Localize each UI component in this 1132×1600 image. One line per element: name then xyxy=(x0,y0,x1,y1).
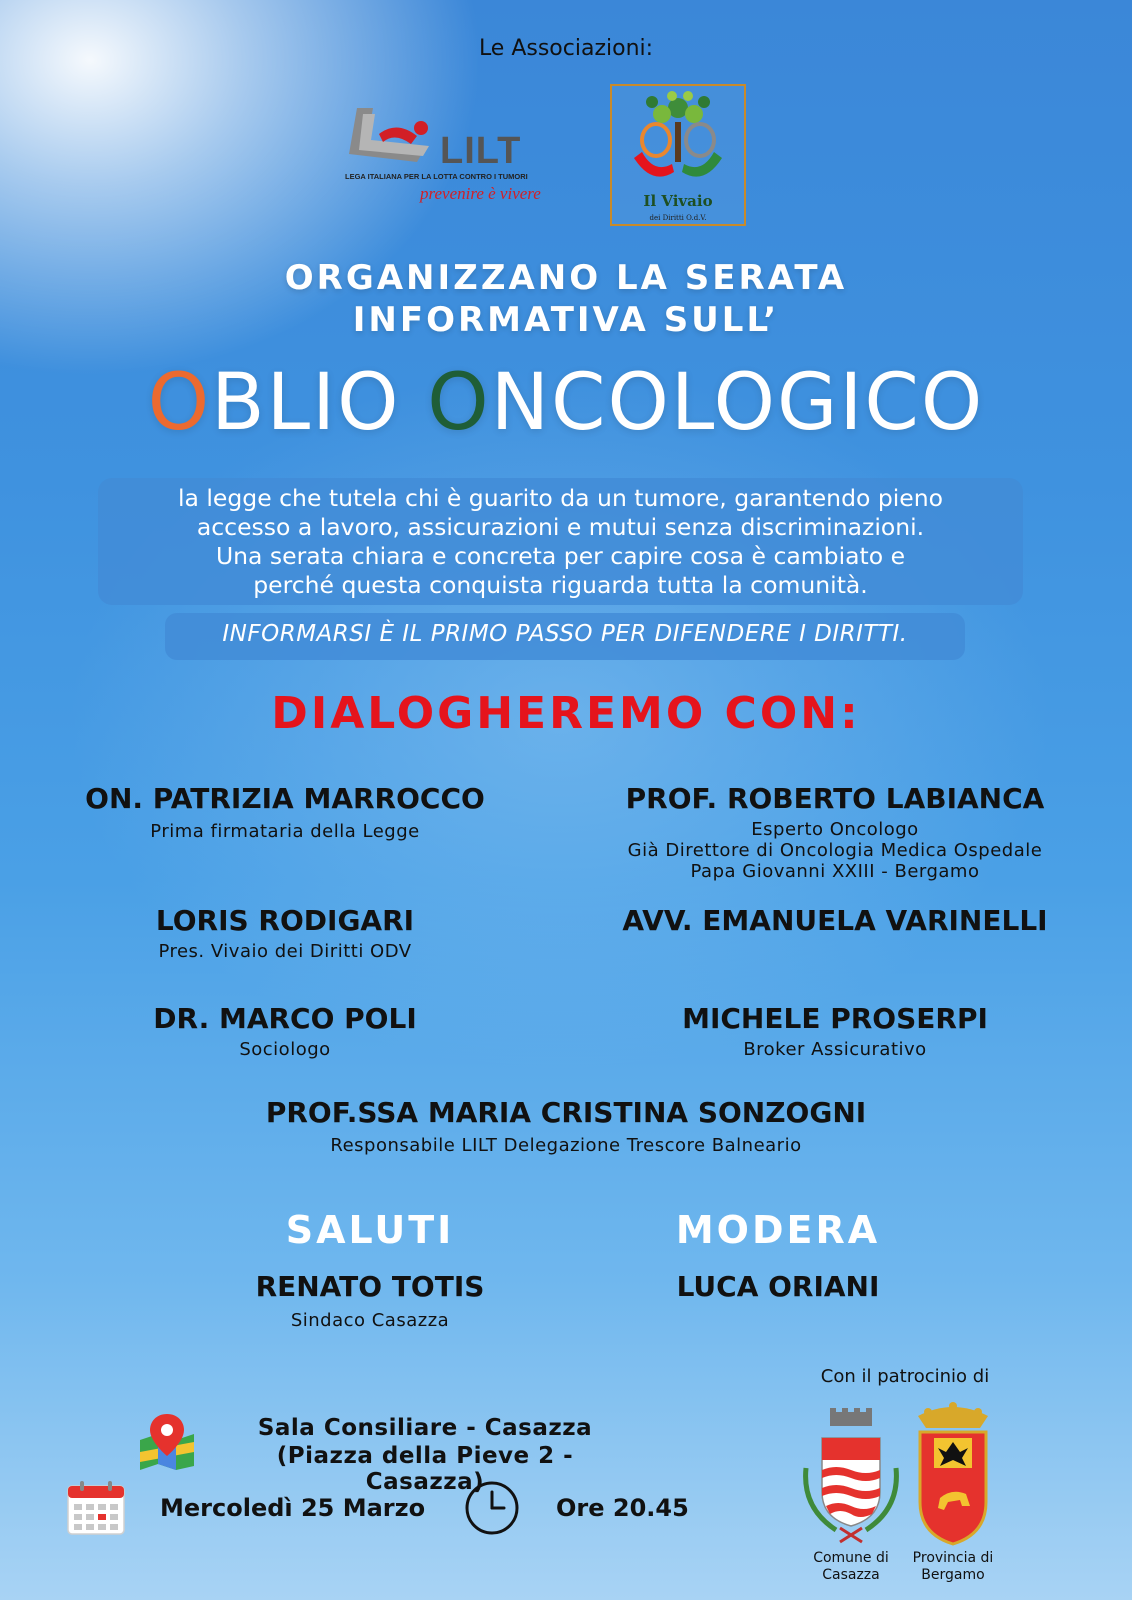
comune-label xyxy=(796,1550,906,1584)
patronage-label: Con il patrocinio di xyxy=(820,1366,990,1387)
headline-line-2: INFORMATIVA SULL’ xyxy=(352,300,780,340)
event-time: Ore 20.45 xyxy=(556,1494,689,1522)
provincia-label-line-1: Provincia di xyxy=(912,1550,994,1566)
moderator-title: MODERA xyxy=(675,1208,881,1252)
description-line-2: accesso a lavoro, assicurazioni e mutui senza discriminazioni. xyxy=(196,513,925,541)
lilt-subtitle: LEGA ITALIANA PER LA LOTTA CONTRO I TUMORI xyxy=(345,172,528,181)
speaker-role: Papa Giovanni XXIII - Bergamo xyxy=(690,861,980,882)
speaker-name: PROF. ROBERTO LABIANCA xyxy=(625,782,1045,815)
speaker-poli xyxy=(40,1002,530,1060)
calendar-icon xyxy=(66,1480,126,1536)
speaker-sonzogni xyxy=(0,1096,1132,1156)
description xyxy=(98,484,1023,600)
lilt-logo xyxy=(345,100,575,210)
speaker-role: Responsabile LILT Delegazione Trescore Balneario xyxy=(330,1135,802,1156)
provincia-label xyxy=(898,1550,1008,1584)
speaker-name: MICHELE PROSERPI xyxy=(682,1002,988,1035)
main-title xyxy=(0,358,1132,448)
headline-line-1: ORGANIZZANO LA SERATA xyxy=(284,258,848,298)
speaker-proserpi xyxy=(560,1002,1110,1060)
greetings-title: SALUTI xyxy=(285,1208,455,1252)
event-date: Mercoledì 25 Marzo xyxy=(160,1494,426,1522)
vivaio-subtitle: dei Diritti O.d.V. xyxy=(649,214,707,222)
venue-line-1: Sala Consiliare - Casazza xyxy=(257,1415,593,1441)
speaker-marrocco xyxy=(40,782,530,842)
motto: INFORMARSI È IL PRIMO PASSO PER DIFENDERE I DIRITTI. xyxy=(222,621,908,647)
vivaio-tree-icon xyxy=(612,88,744,192)
clock-icon xyxy=(464,1480,520,1536)
casazza-crest-icon xyxy=(796,1408,906,1546)
comune-label-line-2: Casazza xyxy=(822,1567,880,1583)
speaker-name: PROF.SSA MARIA CRISTINA SONZOGNI xyxy=(265,1096,867,1129)
speaker-name: ON. PATRIZIA MARROCCO xyxy=(85,782,485,815)
speaker-role: Già Direttore di Oncologia Medica Ospedale xyxy=(627,840,1043,861)
comune-label-line-1: Comune di xyxy=(813,1550,889,1566)
greetings-role: Sindaco Casazza xyxy=(290,1310,450,1331)
description-line-3: Una serata chiara e concreta per capire cosa è cambiato e xyxy=(215,542,906,570)
description-line-1: la legge che tutela chi è guarito da un tumore, garantendo pieno xyxy=(177,484,944,512)
lilt-tagline: prevenire è vivere xyxy=(420,184,541,203)
greetings-name: RENATO TOTIS xyxy=(255,1270,485,1303)
speaker-name: DR. MARCO POLI xyxy=(153,1002,417,1035)
speaker-name: LORIS RODIGARI xyxy=(155,904,415,937)
moderator-name: LUCA ORIANI xyxy=(676,1270,880,1303)
speaker-name: AVV. EMANUELA VARINELLI xyxy=(622,904,1048,937)
dialog-title: DIALOGHEREMO CON: xyxy=(271,688,861,739)
speaker-labianca xyxy=(560,782,1110,882)
map-pin-icon xyxy=(136,1412,198,1470)
title-letter-o-orange: O xyxy=(147,358,212,448)
lilt-name: LILT xyxy=(440,130,522,172)
speaker-role: Sociologo xyxy=(239,1039,331,1060)
speaker-rodigari xyxy=(40,904,530,962)
provincia-label-line-2: Bergamo xyxy=(921,1567,985,1583)
speaker-role: Esperto Oncologo xyxy=(751,819,919,840)
description-line-4: perché questa conquista riguarda tutta la comunità. xyxy=(253,571,868,599)
title-word-oblio: BLIO xyxy=(211,358,428,448)
bergamo-crest-icon xyxy=(910,1402,996,1548)
speaker-role: Broker Assicurativo xyxy=(743,1039,927,1060)
speaker-varinelli xyxy=(560,904,1110,937)
venue-line-2: (Piazza della Pieve 2 - Casazza) xyxy=(276,1443,574,1495)
speaker-role: Pres. Vivaio dei Diritti ODV xyxy=(158,941,412,962)
vivaio-logo xyxy=(610,84,746,226)
vivaio-name: Il Vivaio xyxy=(643,192,713,210)
title-word-oncologico: NCOLOGICO xyxy=(490,358,985,448)
associations-label: Le Associazioni: xyxy=(478,36,654,61)
title-letter-o-green: O xyxy=(427,358,491,448)
speaker-role: Prima firmataria della Legge xyxy=(150,821,420,842)
lilt-logo-icon xyxy=(345,100,445,170)
